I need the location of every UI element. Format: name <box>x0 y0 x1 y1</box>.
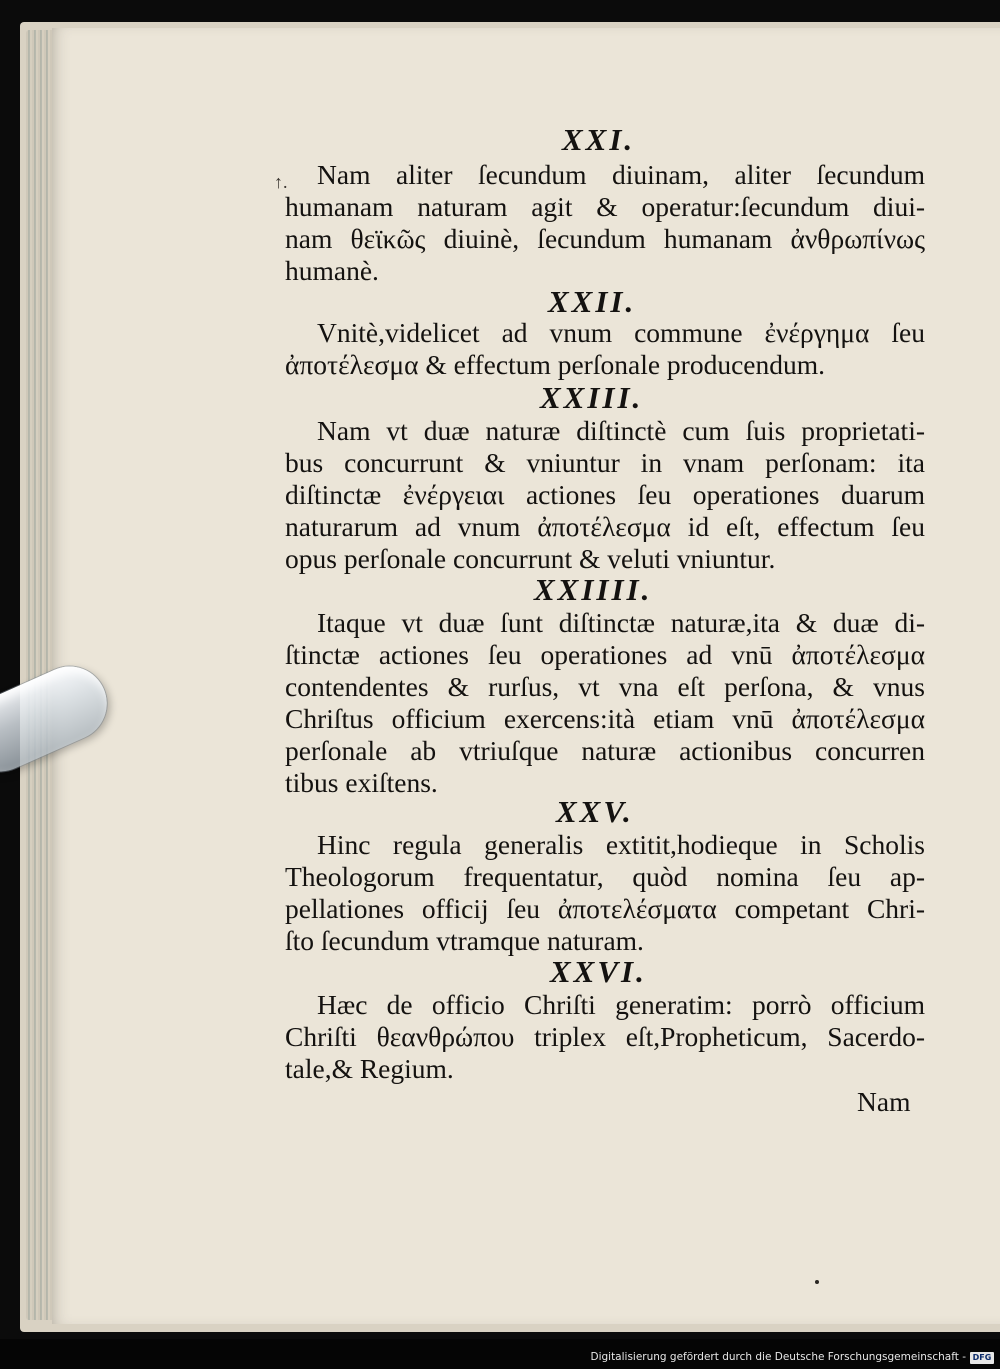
text-line: Vnitè,videlicet ad vnum commune ἐνέργημα ſeu <box>317 317 925 348</box>
text-line: contendentes & rurſus, vt vna eſt perſona, & vnus <box>285 671 925 702</box>
footer-credit: Digitalisierung gefördert durch die Deutsche Forschungsgemeinschaft - <box>590 1351 966 1363</box>
section-heading-xxiii: XXIII. <box>540 380 644 415</box>
text-line: diſtinctæ ἐνέργειαι actiones ſeu operationes duarum <box>285 479 925 510</box>
text-line: Theologorum frequentatur, quòd nomina ſeu ap- <box>285 861 925 892</box>
text-line: ſto ſecundum vtramque naturam. <box>285 925 644 956</box>
text-line: tale,& Regium. <box>285 1053 454 1084</box>
section-heading-xxv: XXV. <box>556 794 634 829</box>
text-line: tibus exiſtens. <box>285 767 438 798</box>
footer-bar <box>0 1339 1000 1369</box>
margin-mark: ↑. <box>274 172 288 192</box>
page-speck <box>815 1280 819 1284</box>
section-heading-xxii: XXII. <box>548 284 637 319</box>
text-line: Itaque vt duæ ſunt diſtinctæ naturæ,ita & duæ di- <box>317 607 925 638</box>
text-line: bus concurrunt & vniuntur in vnam perſonam: ita <box>285 447 925 478</box>
text-line: humanam naturam agit & operatur:ſecundum diui- <box>285 191 925 222</box>
text-line: ἀποτέλεσμα & effectum perſonale producendum. <box>285 349 825 380</box>
text-line: Hæc de officio Chriſti generatim: porrò officium <box>317 989 925 1020</box>
text-line: ſtinctæ actiones ſeu operationes ad vnū ἀποτέλεσμα <box>285 639 925 670</box>
text-line: Nam vt duæ naturæ diſtinctè cum ſuis proprietati- <box>317 415 925 446</box>
text-line: Hinc regula generalis extitit,hodieque in Scholis <box>317 829 925 860</box>
text-line: humanè. <box>285 255 379 286</box>
section-heading-xxiiii: XXIIII. <box>534 572 653 607</box>
section-heading-xxi: XXI. <box>562 122 636 157</box>
text-line: Nam aliter ſecundum diuinam, aliter ſecundum <box>317 159 925 190</box>
text-line: perſonale ab vtriuſque naturæ actionibus concurren <box>285 735 925 766</box>
section-heading-xxvi: XXVI. <box>550 954 647 989</box>
text-line: naturarum ad vnum ἀποτέλεσμα id eſt, effectum ſeu <box>285 511 925 542</box>
catchword: Nam <box>857 1086 911 1117</box>
text-line: pellationes officij ſeu ἀποτελέσματα competant Chri- <box>285 893 925 924</box>
text-line: nam θεϊκῶς diuinè, ſecundum humanam ἀνθρωπίνως <box>285 223 925 254</box>
text-line: Chriſtus officium exercens:ità etiam vnū ἀποτέλεσμα <box>285 703 925 734</box>
dfg-logo: DFG <box>970 1352 994 1364</box>
text-line: opus perſonale concurrunt & veluti vniuntur. <box>285 543 776 574</box>
text-line: Chriſti θεανθρώπου triplex eſt,Propheticum, Sacerdo- <box>285 1021 925 1052</box>
